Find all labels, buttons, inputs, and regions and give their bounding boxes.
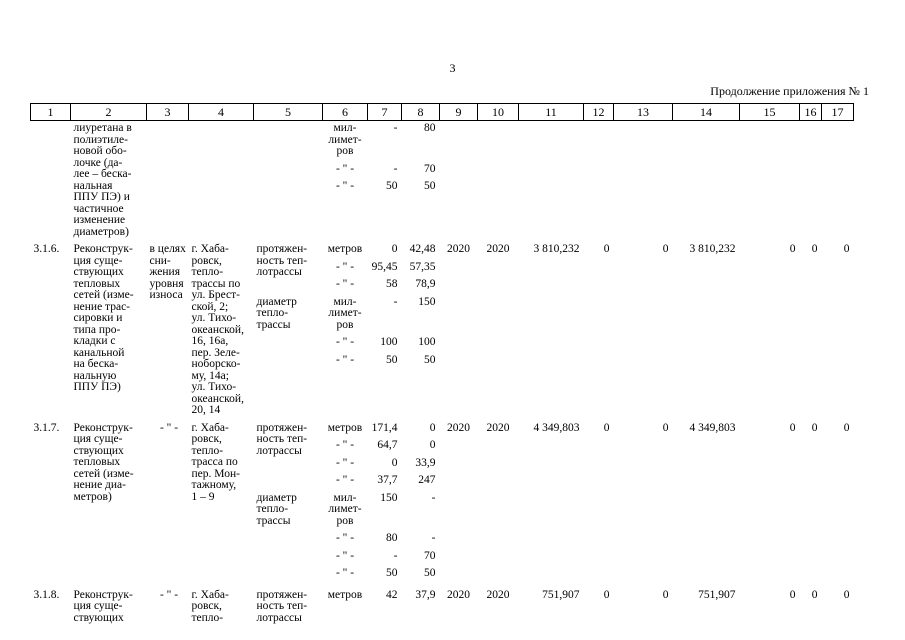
text-line: 20, 14 [191,404,221,416]
text-line: тепло- [256,307,289,319]
value: 100 [418,336,436,348]
text-line: трассы по [191,277,241,290]
value: 50 [386,567,398,579]
header-row [31,104,854,121]
cell-c15: 0 [789,421,796,434]
cell-c10: 2020 [486,588,510,601]
value: 247 [418,474,436,486]
text-line: Реконструк- [73,421,133,434]
header-cell: 14 [673,104,740,121]
text-line: диаметр [256,491,297,504]
text-line: мил- [333,122,357,134]
text-line: ровск, [191,254,222,267]
header-cell: 2 [71,104,147,121]
cell-c10: 2020 [486,243,510,255]
cell-c14: 3 810,232 [689,243,736,255]
text-line: тепло- [256,503,289,515]
cell-c14: 4 349,803 [689,421,736,434]
text-line: нение трас- [73,300,131,313]
text-line: полиэтиле- [73,133,128,146]
text-line: океанской, [191,392,244,405]
unit-cell [323,423,368,590]
text-line: диаметров) [73,225,129,238]
text-line: ул. Тихо- [191,312,237,324]
table-row [31,423,854,590]
value: - [393,162,398,175]
text-line: лотрассы [256,444,302,457]
text-line: - " - [335,278,355,290]
value-after-cell [402,423,440,590]
item-number-cell [31,121,71,245]
text-line: изменение [73,214,126,226]
text-line: Реконструк- [73,243,133,255]
text-line: ул. Брест- [191,289,240,301]
cell-c14 [673,121,740,245]
text-line: метров [327,243,363,255]
text-line: ность теп- [256,600,308,612]
table-row [31,590,854,625]
cell-c11: 751,907 [542,588,580,601]
header-cell: 8 [402,104,440,121]
value: - [393,549,398,562]
text-line: канальной [73,346,125,359]
text-line: ППУ ПЭ) и [73,191,130,203]
value: 0 [391,456,398,469]
text-line: 1 – 9 [191,490,215,503]
value-after-cell [402,590,440,625]
value: 100 [380,336,398,348]
value: 50 [424,567,436,579]
value: 58 [386,278,398,290]
text-line: тепловых [73,456,121,468]
cell-c11 [519,121,584,245]
cell-c11: 4 349,803 [533,421,580,434]
item-number-cell: 3.1.6. [33,243,60,255]
text-line: сетей (изме- [73,289,134,301]
text-line: пер. Зеле- [191,346,240,359]
text-line: тепло- [191,266,224,278]
cell-c13 [614,121,673,245]
text-line: - " - [159,421,179,434]
cell-c10 [478,121,519,245]
value: 42 [386,588,398,601]
text-line: тепло- [191,611,224,624]
header-cell: 5 [254,104,323,121]
cell-c13: 0 [662,243,669,255]
appendix-table [30,103,854,624]
text-line: ствующих [73,444,124,457]
value: 0 [391,243,398,255]
text-line: типа про- [73,323,121,336]
text-line: г. Хаба- [191,243,229,255]
text-line: на беска- [73,358,119,370]
text-line: лимет- [328,133,362,146]
text-line: диаметр [256,295,297,308]
cell-c16: 0 [811,243,818,255]
unit-cell [323,244,368,423]
name-cell [71,590,147,625]
text-line: г. Хаба- [191,421,229,434]
value: 57,35 [409,260,436,273]
text-line: ция суще- [73,433,123,445]
value: 37,9 [415,588,436,601]
unit-cell [323,121,368,245]
header-cell: 17 [822,104,854,121]
continuation-caption: Продолжение приложения № 1 [710,84,869,98]
header-cell: 13 [614,104,673,121]
value: 80 [386,532,398,544]
value: 50 [424,353,436,366]
text-line: г. Хаба- [191,588,229,601]
text-line: океанской, [191,323,244,336]
text-line: нальную [73,369,117,382]
text-line: ствующих [73,611,124,624]
value: 70 [424,162,436,175]
text-line: лее – беска- [73,168,132,180]
cell-c9: 2020 [447,588,470,601]
text-line: Реконструк- [73,588,133,601]
text-line: лочке (да- [73,156,123,169]
cell-c14: 751,907 [698,588,736,601]
purpose-cell [147,423,189,590]
text-line: сировки и [73,312,123,324]
page-number: 3 [449,61,456,75]
text-line: метров [327,421,363,434]
value: 50 [386,180,398,192]
text-line: протяжен- [256,588,308,601]
cell-c10: 2020 [486,421,510,434]
value: 50 [386,353,398,366]
purpose-cell [147,121,189,245]
text-line: - " - [335,474,355,486]
cell-c13: 0 [662,421,669,434]
text-line: ров [336,318,354,331]
text-line: лиуретана в [73,122,132,134]
text-line: метров) [73,490,112,503]
value: 150 [418,295,436,308]
header-cell: 10 [478,104,519,121]
value-before-cell [368,423,402,590]
text-line: ноборско- [191,358,241,370]
value: 50 [424,180,436,192]
value-before-cell [368,590,402,625]
value: - [393,122,398,134]
value-before-cell [368,244,402,423]
header-cell: 12 [584,104,614,121]
value: 0 [429,439,436,451]
parameter-cell [254,423,323,590]
text-line: сни- [149,254,171,267]
name-cell [71,244,147,423]
address-cell [189,244,254,423]
header-cell: 11 [519,104,584,121]
cell-c12: 0 [603,588,610,601]
text-line: ция суще- [73,600,123,612]
text-line: ской, 2; [191,300,229,313]
header-cell: 6 [323,104,368,121]
text-line: ул. Тихо- [191,381,237,393]
text-line: ППУ ПЭ) [73,381,121,393]
parameter-cell [254,590,323,625]
text-line: тепловых [73,277,121,290]
text-line: - " - [335,567,355,579]
cell-c9: 2020 [447,243,470,255]
text-line: ров [336,145,354,157]
table-row [31,121,854,245]
cell-c16: 0 [811,421,818,434]
text-line: му, 14а; [191,369,229,382]
text-line: ность теп- [256,433,308,445]
text-line: сетей (изме- [73,467,134,480]
value-after-cell [402,121,440,245]
value-after-cell [402,244,440,423]
text-line: ствующих [73,266,124,278]
text-line: мил- [333,491,357,504]
value: 33,9 [415,456,436,469]
text-line: тепло- [191,444,224,457]
value-before-cell [368,121,402,245]
text-line: лотрассы [256,266,302,278]
cell-c13: 0 [662,588,669,601]
item-number-cell: 3.1.7. [33,421,60,434]
text-line: трассы [256,318,291,331]
header-cell: 15 [740,104,800,121]
address-cell [189,121,254,245]
parameter-cell [254,244,323,423]
value: - [393,295,398,308]
text-line: - " - [159,588,179,601]
value: 64,7 [377,439,398,451]
text-line: - " - [335,439,355,451]
text-line: частичное [73,202,124,215]
header-cell: 1 [31,104,71,121]
text-line: трасса по [191,456,238,468]
purpose-cell [147,590,189,625]
text-line: лимет- [328,503,362,515]
text-line: в целях [149,243,186,255]
parameter-cell [254,121,323,245]
value: 70 [424,549,436,562]
value: 171,4 [371,421,398,434]
cell-c9 [440,121,478,245]
cell-c12: 0 [603,243,610,255]
value: 42,48 [409,243,436,255]
address-cell [189,423,254,590]
text-line: уровня [149,277,184,290]
value: 150 [380,491,398,504]
text-line: - " - [335,353,355,366]
text-line: - " - [335,549,355,562]
cell-c16: 0 [811,588,818,601]
cell-c9: 2020 [447,421,470,434]
value: 37,7 [377,474,398,486]
text-line: лотрассы [256,611,302,624]
cell-c12 [584,121,614,245]
text-line: износа [149,289,183,301]
text-line: протяжен- [256,243,308,255]
text-line: ность теп- [256,254,308,267]
value: 80 [424,122,436,134]
text-line: - " - [335,336,355,348]
cell-c17 [822,121,854,245]
text-line: ровск, [191,600,222,612]
unit-cell [323,590,368,625]
text-line: - " - [335,162,355,175]
text-line: тажному, [191,479,237,491]
item-number-cell: 3.1.8. [33,588,60,601]
value: 95,45 [371,260,398,273]
cell-c15: 0 [789,588,796,601]
header-cell: 4 [189,104,254,121]
value: 0 [429,421,436,434]
name-cell [71,423,147,590]
cell-c15 [740,121,800,245]
text-line: метров [327,588,363,601]
name-cell [71,121,147,245]
cell-c17: 0 [843,243,850,255]
value: - [431,532,436,544]
text-line: 16, 16а, [191,335,229,347]
cell-c17: 0 [843,421,850,434]
text-line: новой обо- [73,145,127,157]
text-line: протяжен- [256,421,308,434]
cell-c12: 0 [603,421,610,434]
text-line: мил- [333,295,357,308]
purpose-cell [147,244,189,423]
text-line: лимет- [328,307,362,319]
text-line: - " - [335,180,355,192]
text-line: - " - [335,532,355,544]
text-line: ция суще- [73,254,123,267]
value: 78,9 [415,278,436,290]
text-line: кладки с [73,335,116,347]
text-line: - " - [335,456,355,469]
cell-c16 [800,121,822,245]
text-line: нальная [73,179,113,192]
value: - [431,491,436,504]
text-line: жения [149,266,180,278]
text-line: нение диа- [73,479,126,491]
text-line: пер. Мон- [191,467,240,480]
cell-c11: 3 810,232 [533,243,580,255]
cell-c15: 0 [789,243,796,255]
header-cell: 7 [368,104,402,121]
cell-c17: 0 [843,588,850,601]
header-cell: 3 [147,104,189,121]
header-cell: 16 [800,104,822,121]
address-cell [189,590,254,625]
header-cell: 9 [440,104,478,121]
text-line: - " - [335,260,355,273]
text-line: трассы [256,514,291,527]
text-line: ров [336,514,354,527]
text-line: ровск, [191,433,222,445]
table-row [31,244,854,423]
